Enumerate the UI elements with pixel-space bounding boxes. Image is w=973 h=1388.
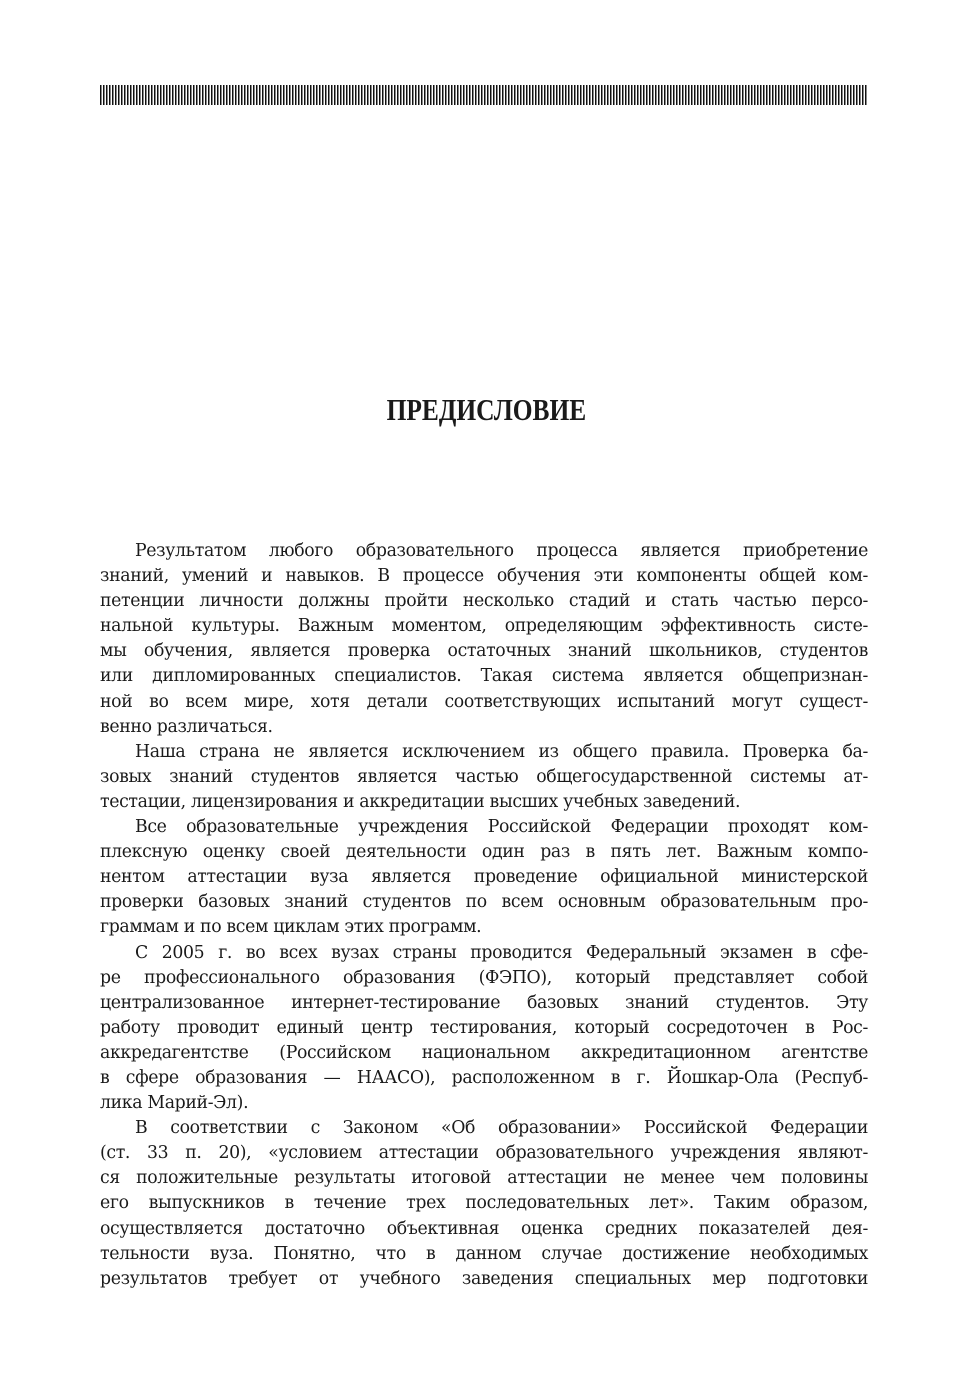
text-line: В соответствии с Законом «Об образовании» Российской Федерации — [135, 1118, 868, 1139]
text-line: мы обучения, является проверка остаточных знаний школьников, студентов — [100, 641, 868, 662]
text-line: (ст. 33 п. 20), «условием аттестации образовательного учреждения являют- — [100, 1143, 868, 1164]
text-line: знаний, умений и навыков. В процессе обучения эти компоненты общей ком- — [100, 566, 868, 587]
text-line: его выпускников в течение трех последовательных лет». Таким образом, — [100, 1193, 868, 1214]
text-line: тестации, лицензирования и аккредитации высших учебных заведений. — [100, 791, 741, 812]
text-line: ре профессионального образования (ФЭПО), который представляет собой — [100, 967, 868, 988]
text-line: нальной культуры. Важным моментом, определяющим эффективность систе- — [100, 616, 868, 637]
text-line: венно различаться. — [100, 716, 273, 737]
header-decorative-rule — [100, 85, 868, 105]
text-line: централизованное интернет-тестирование базовых знаний студентов. Эту — [100, 992, 868, 1013]
body-text — [100, 539, 868, 1292]
paragraph — [100, 740, 868, 815]
text-line: в сфере образования — НААСО), расположенном в г. Йошкар-Ола (Респуб- — [100, 1067, 868, 1088]
text-line: аккредагентстве (Российском национальном аккредитационном агентстве — [100, 1042, 868, 1063]
paragraph — [100, 539, 868, 740]
text-line: результатов требует от учебного заведения специальных мер подготовки — [100, 1268, 868, 1289]
paragraph — [100, 941, 868, 1117]
text-line: ной во всем мире, хотя детали соответствующих испытаний могут сущест- — [100, 691, 868, 712]
text-line: Наша страна не является исключением из общего правила. Проверка ба- — [135, 741, 868, 762]
text-line: Все образовательные учреждения Российской Федерации проходят ком- — [135, 817, 868, 838]
text-line: тельности вуза. Понятно, что в данном случае достижение необходимых — [100, 1243, 868, 1264]
text-line: лика Марий-Эл). — [100, 1093, 249, 1114]
text-line: проверки базовых знаний студентов по всем основным образовательным про- — [100, 892, 868, 913]
paragraph — [100, 815, 868, 940]
paragraph — [100, 1116, 868, 1292]
text-line: работу проводит единый центр тестирования, который сосредоточен в Рос- — [100, 1017, 868, 1038]
text-line: петенции личности должны пройти несколько стадий и стать частью персо- — [100, 591, 868, 612]
text-line: Результатом любого образовательного процесса является приобретение — [135, 541, 868, 561]
text-line: или дипломированных специалистов. Такая система является общепризнан- — [100, 666, 868, 687]
text-line: С 2005 г. во всех вузах страны проводится Федеральный экзамен в сфе- — [135, 942, 868, 963]
text-line: граммам и по всем циклам этих программ. — [100, 917, 482, 938]
text-line: зовых знаний студентов является частью общегосударственной системы ат- — [100, 766, 868, 787]
page-title: ПРЕДИСЛОВИЕ — [386, 392, 587, 427]
text-line: ся положительные результаты итоговой аттестации не менее чем половины — [100, 1168, 868, 1189]
text-line: нентом аттестации вуза является проведение официальной министерской — [100, 867, 868, 888]
text-line: плексную оценку своей деятельности один раз в пять лет. Важным компо- — [100, 842, 868, 863]
text-line: осуществляется достаточно объективная оценка средних показателей дея- — [100, 1218, 868, 1239]
